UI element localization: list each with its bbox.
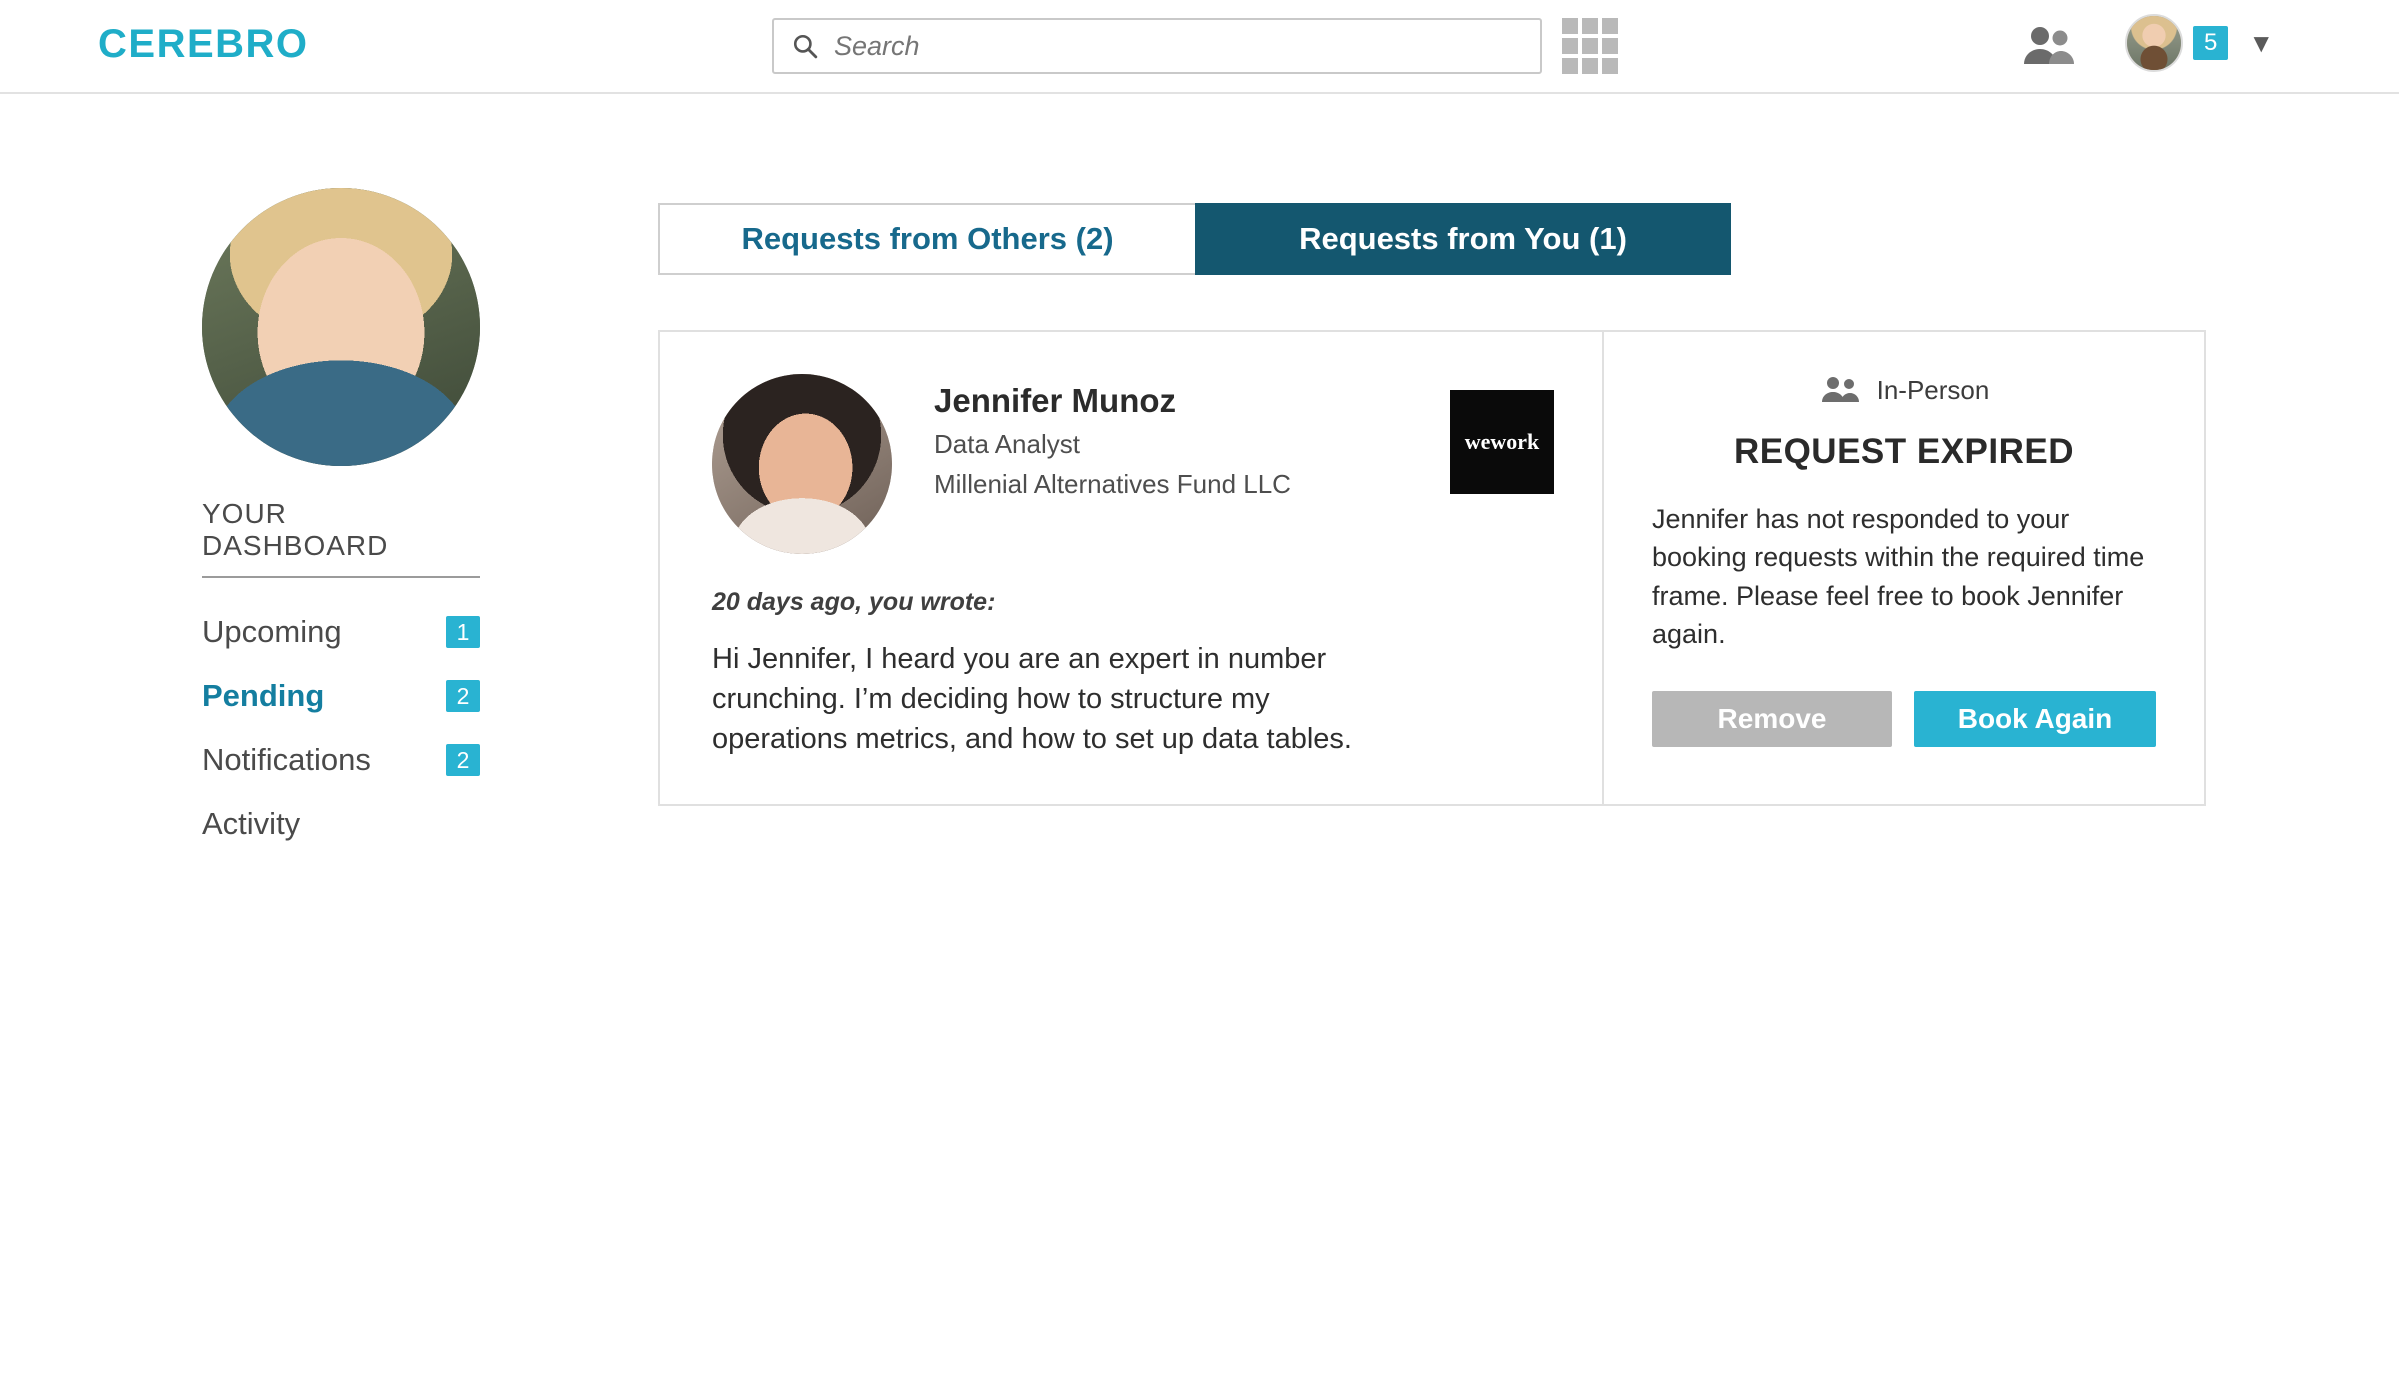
sidebar-item-badge: 2 bbox=[446, 744, 480, 776]
message-timestamp: 20 days ago, you wrote: bbox=[712, 588, 996, 616]
sidebar-item-label: Pending bbox=[202, 678, 325, 713]
page-title: YOUR DASHBOARD bbox=[202, 498, 480, 578]
sidebar-nav bbox=[202, 600, 482, 856]
remove-button[interactable]: Remove bbox=[1652, 691, 1892, 747]
sidebar bbox=[202, 188, 482, 856]
sidebar-item-label: Notifications bbox=[202, 742, 371, 777]
sidebar-item-badge: 2 bbox=[446, 680, 480, 712]
person-role: Data Analyst bbox=[934, 429, 1080, 459]
company-logo: wework bbox=[1450, 390, 1554, 494]
sidebar-item-notifications[interactable] bbox=[202, 728, 480, 792]
message-body: Hi Jennifer, I heard you are an expert in number crunching. I’m deciding how to structure my operations metrics, and how to set up data tables. bbox=[712, 643, 1352, 756]
sidebar-item-label: Upcoming bbox=[202, 614, 342, 649]
sidebar-item-upcoming[interactable] bbox=[202, 600, 480, 664]
search-bar[interactable] bbox=[772, 18, 1542, 74]
search-input[interactable] bbox=[832, 30, 1522, 63]
request-card bbox=[658, 330, 2206, 806]
sidebar-item-badge: 1 bbox=[446, 616, 480, 648]
app-logo[interactable]: CEREBRO bbox=[98, 22, 309, 66]
in-person-icon bbox=[1819, 374, 1861, 406]
meeting-type-label: In-Person bbox=[1876, 374, 1990, 405]
request-tabs bbox=[658, 203, 1731, 275]
status-description: Jennifer has not responded to your booking requests within the required time frame. Please feel free to book Jennifer again. bbox=[1652, 504, 2145, 649]
people-icon[interactable] bbox=[2020, 22, 2076, 70]
profile-avatar[interactable] bbox=[202, 188, 480, 466]
avatar[interactable] bbox=[2125, 14, 2183, 72]
person-avatar[interactable] bbox=[712, 374, 892, 554]
status-actions bbox=[1652, 691, 2156, 747]
tab-requests-from-others[interactable]: Requests from Others (2) bbox=[658, 203, 1195, 275]
chevron-down-icon[interactable]: ▼ bbox=[2248, 27, 2275, 58]
request-status-panel bbox=[1602, 332, 2204, 804]
sidebar-item-pending[interactable] bbox=[202, 664, 480, 728]
person-company: Millenial Alternatives Fund LLC bbox=[934, 469, 1291, 499]
meeting-type bbox=[1652, 374, 2156, 406]
book-again-button[interactable]: Book Again bbox=[1914, 691, 2156, 747]
sidebar-item-activity[interactable] bbox=[202, 792, 480, 856]
grid-apps-icon[interactable] bbox=[1562, 18, 1618, 74]
status-badge: REQUEST EXPIRED bbox=[1733, 432, 2075, 471]
tab-requests-from-you[interactable]: Requests from You (1) bbox=[1195, 203, 1731, 275]
person-summary bbox=[712, 374, 1558, 554]
search-icon bbox=[792, 33, 818, 59]
person-name[interactable]: Jennifer Munoz bbox=[934, 382, 1177, 419]
app-header bbox=[0, 0, 2399, 94]
sidebar-item-label: Activity bbox=[202, 806, 301, 841]
notification-badge[interactable]: 5 bbox=[2193, 26, 2228, 60]
request-details bbox=[660, 332, 1602, 804]
account-menu[interactable] bbox=[2125, 14, 2274, 72]
